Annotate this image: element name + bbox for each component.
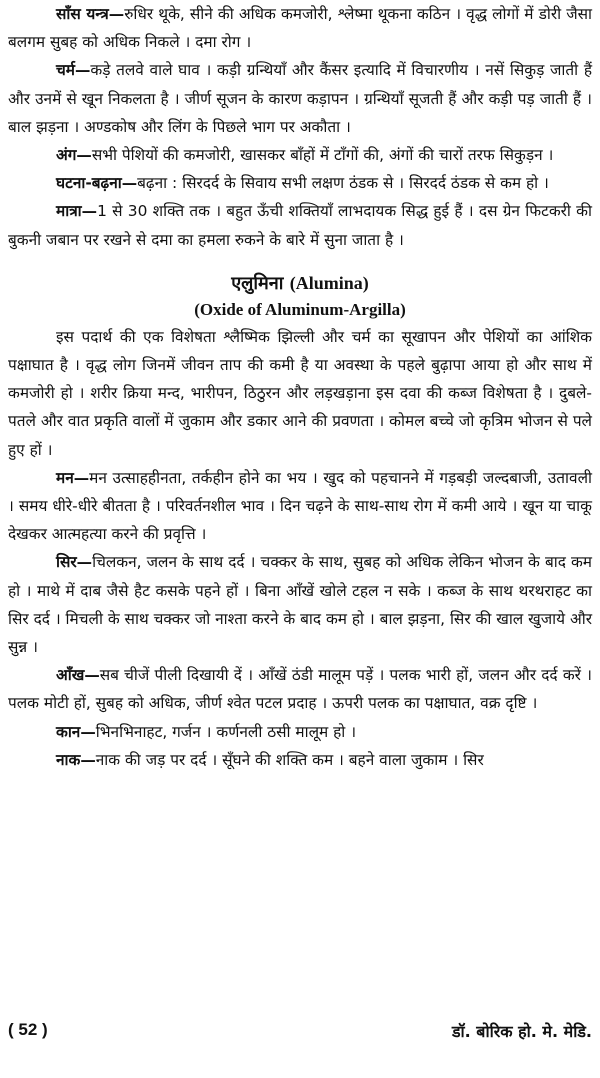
section-dose [8,197,592,253]
section-skin [8,56,592,141]
section-mind [8,464,592,549]
section-text: कड़े तलवे वाले घाव । कड़ी ग्रन्थियाँ और कैंसर इत्यादि में विचारणीय । नसें सिकुड़ जाती हैं और उनमें से खून निकलता है । जीर्ण सूजन के कारण कड़ापन । ग्रन्थियाँ सूजती हैं और कड़ी पड़ जाती हैं । बाल झड़ना । अण्डकोष और लिंग के पिछले भाग पर अकौता । [8,61,592,136]
section-text: बढ़ना : सिरदर्द के सिवाय सभी लक्षण ठंडक से । सिरदर्द ठंडक से कम हो । [137,174,549,193]
remedy-subtitle: (Oxide of Aluminum-Argilla) [194,299,406,319]
section-limbs [8,141,592,169]
section-term: सिर— [56,553,93,572]
remedy-title-latin: (Alumina) [289,272,369,293]
section-modalities [8,169,592,197]
section-text: सब चीजें पीली दिखायी दें । आँखें ठंडी मालूम पड़ें । पलक भारी हों, जलन और दर्द करें । पलक मोटी हों, सुबह को अधिक, जीर्ण श्वेत पटल प्रदाह । ऊपरी पलक का पक्षाघात, वक्र दृष्टि । [8,666,592,713]
spacer [8,254,592,270]
page-body [8,0,592,774]
page-footer [8,1020,592,1048]
section-nose [8,746,592,774]
section-term: घटना-बढ़ना— [56,174,138,193]
section-respiratory [8,0,592,56]
section-text: सभी पेशियों की कमजोरी, खासकर बाँहों में टाँगों की, अंगों की चारों तरफ सिकुड़न । [91,146,554,165]
section-text: भिनभिनाहट, गर्जन । कर्णनली ठसी मालूम हो । [95,722,357,741]
remedy-title [8,270,592,297]
section-text: 1 से 30 शक्ति तक । बहुत ऊँची शक्तियाँ लाभदायक सिद्ध हुई हैं । दस ग्रेन फिटकरी की बुकनी जबान पर रखने से दमा का हमला रुकने के बारे में सुना जाता है । [8,202,592,249]
section-term: अंग— [56,146,92,165]
running-book-title: डॉ. बोरिक हो. मे. मेडि. [451,1022,592,1041]
remedy-title-hindi: एलुमिना [231,272,284,294]
section-text: चिलकन, जलन के साथ दर्द । चक्कर के साथ, सुबह को अधिक लेकिन भोजन के बाद कम हो । माथे में दाब जैसे हैट कसके पहने हों । बिना आँखें खोले टहल न सके । कब्ज के साथ थरथराहट का सिर दर्द । मिचली के साथ चक्कर जो नाश्ता करने के बाद कम हो । बाल झड़ना, सिर की खाल खुजाये और सुन्न । [8,553,592,657]
section-term: नाक— [56,750,96,769]
section-term: चर्म— [56,61,91,80]
section-term: साँस यन्त्र— [56,5,125,23]
section-term: आँख— [56,666,100,685]
section-term: कान— [56,722,96,741]
section-term: मात्रा— [56,202,98,221]
section-eyes [8,661,592,717]
section-head [8,548,592,661]
page-number: ( 52 ) [8,1020,48,1039]
remedy-intro: इस पदार्थ की एक विशेषता श्लैष्मिक झिल्ली और चर्म का सूखापन और पेशियों का आंशिक पक्षाघात है । वृद्ध लोग जिनमें जीवन ताप की कमी है या अवस्था के पहले बुढ़ापा आया हो और साथ में कमजोरी हो । शरीर क्रिया मन्द, भारीपन, ठिठुरन और लड़खड़ाना इस दवा की कब्ज विशेषता है । दुबले-पतले और वात प्रकृति वालों में जुकाम और डकार आने की प्रवणता । कोमल बच्चे जो कृत्रिम भोजन से पले हुए हों । [8,327,592,459]
section-text: रुधिर थूके, सीने की अधिक कमजोरी, श्लेष्मा थूकना कठिन । वृद्ध लोगों में डोरी जैसा बलगम सुबह को अधिक निकले । दमा रोग । [8,5,593,52]
section-text: नाक की जड़ पर दर्द । सूँघने की शक्ति कम । बहने वाला जुकाम । सिर [95,750,484,769]
section-term: मन— [56,468,90,487]
section-ears [8,718,592,746]
section-text: मन उत्साहहीनता, तर्कहीन होने का भय । खुद को पहचानने में गड़बड़ी जल्दबाजी, उतावली । समय धीरे-धीरे बीतता है । परिवर्तनशील भाव । दिन चढ़ने के साथ-साथ रोग में कमी आये । खून या चाकू देखकर आत्महत्या करने की प्रवृत्ति । [8,468,592,544]
